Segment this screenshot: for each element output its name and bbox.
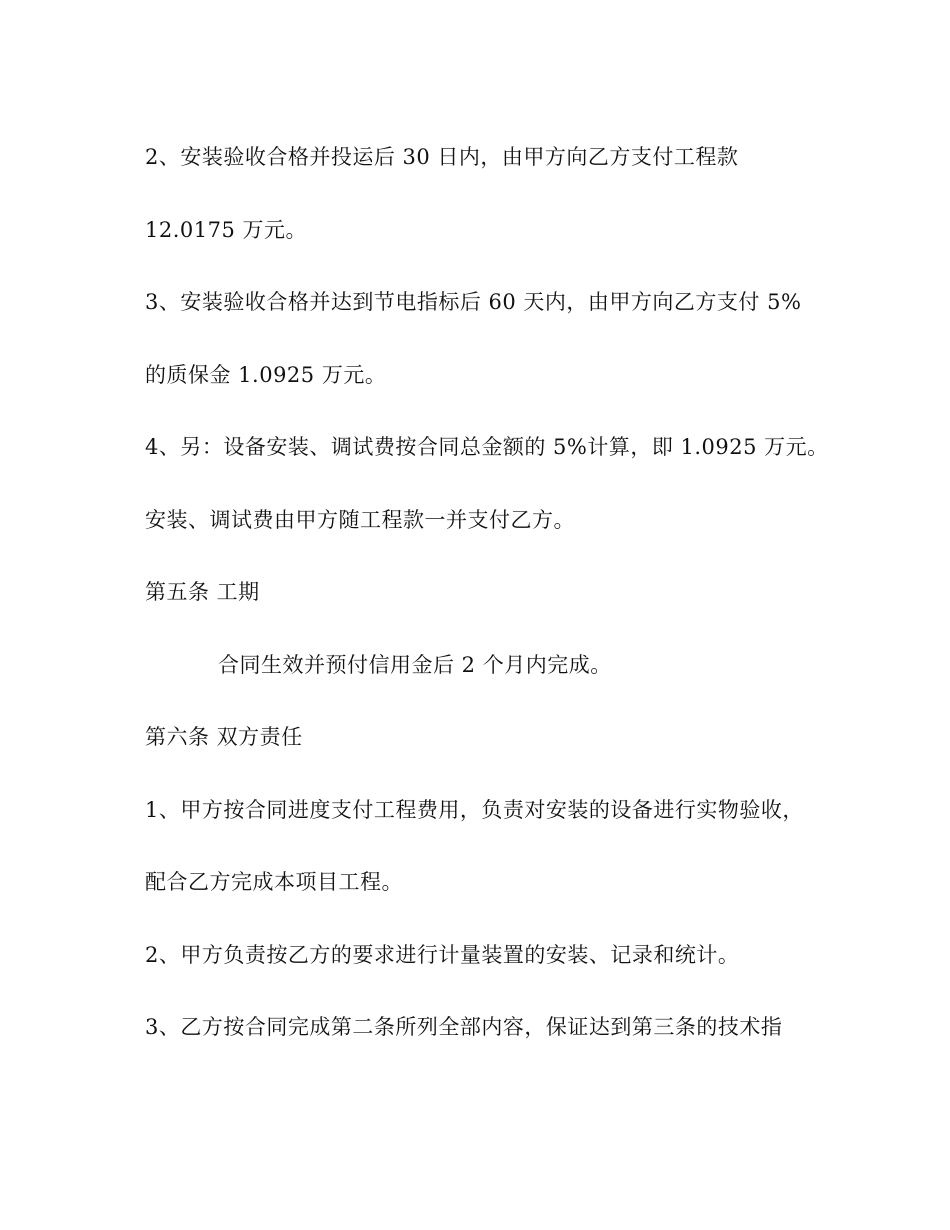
paragraph-line: 4、另：设备安装、调试费按合同总金额的 5%计算，即 1.0925 万元。 — [145, 435, 829, 459]
section-heading: 第六条 双方责任 — [145, 725, 303, 749]
paragraph-line: 3、乙方按合同完成第二条所列全部内容，保证达到第三条的技术指 — [145, 1015, 783, 1039]
paragraph-line: 2、甲方负责按乙方的要求进行计量装置的安装、记录和统计。 — [145, 943, 740, 967]
section-heading: 第五条 工期 — [145, 580, 260, 604]
paragraph-line: 1、甲方按合同进度支付工程费用，负责对安装的设备进行实物验收， — [145, 798, 804, 822]
paragraph-line: 安装、调试费由甲方随工程款一并支付乙方。 — [145, 508, 575, 532]
paragraph-line: 配合乙方完成本项目工程。 — [145, 870, 403, 894]
paragraph-line: 3、安装验收合格并达到节电指标后 60 天内，由甲方向乙方支付 5% — [145, 290, 802, 314]
paragraph-line: 12.0175 万元。 — [145, 218, 308, 242]
paragraph-line: 2、安装验收合格并投运后 30 日内，由甲方向乙方支付工程款 — [145, 145, 739, 169]
paragraph-line: 合同生效并预付信用金后 2 个月内完成。 — [218, 653, 612, 677]
paragraph-line: 的质保金 1.0925 万元。 — [145, 363, 387, 387]
